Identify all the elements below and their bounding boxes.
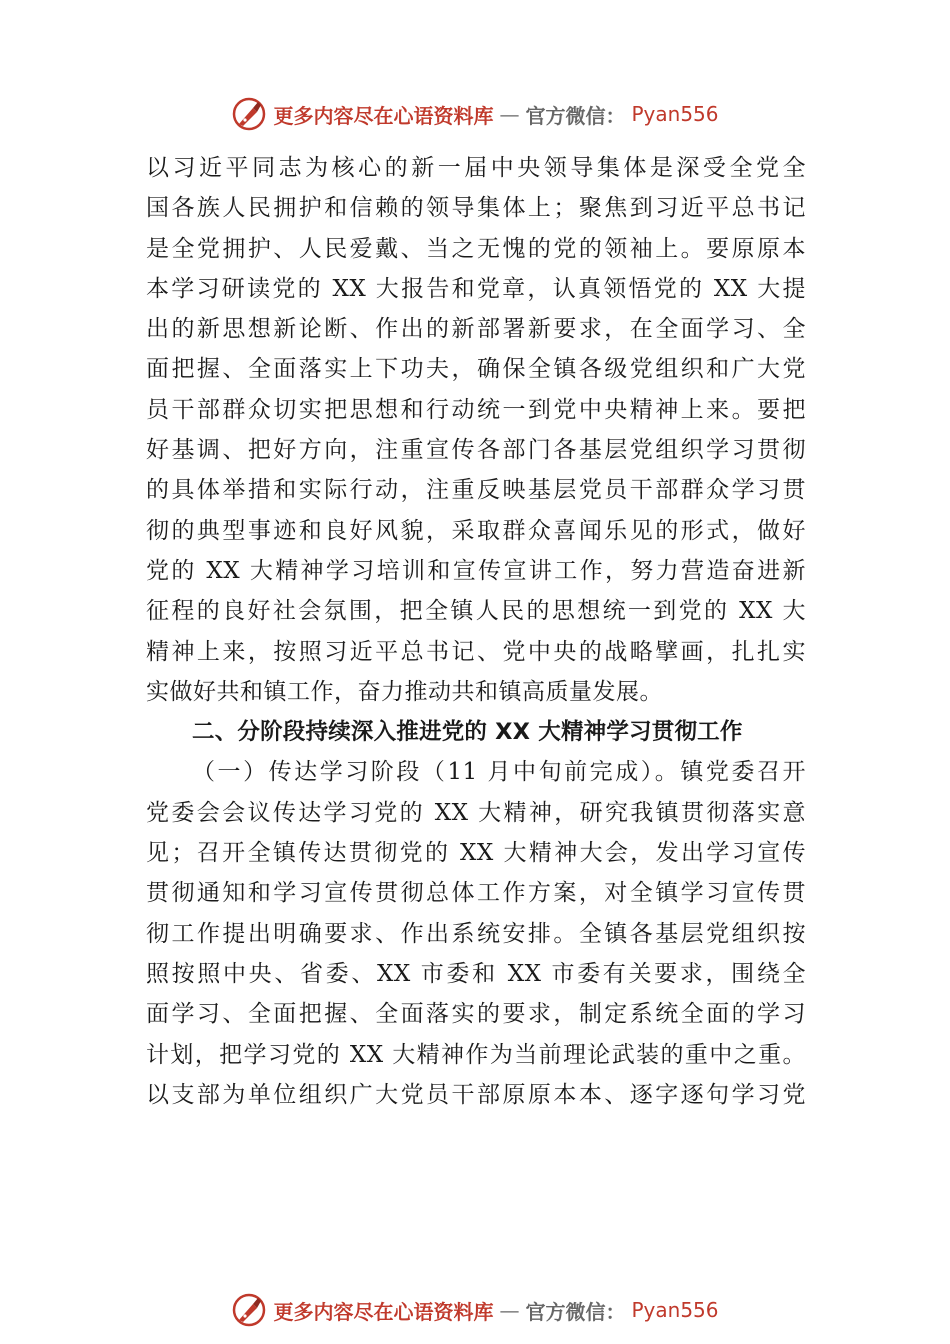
header-banner — [0, 94, 950, 134]
body-line: 见；召开全镇传达贯彻党的 XX 大精神大会，发出学习宣传 — [146, 840, 806, 867]
body-line: 实做好共和镇工作，奋力推动共和镇高质量发展。 — [146, 678, 663, 705]
header-banner-official: 官方微信： — [525, 103, 626, 128]
body-line: 出的新思想新论断、作出的新部署新要求，在全面学习、全 — [146, 316, 806, 343]
footer-banner-official: 官方微信： — [525, 1299, 626, 1324]
footer-banner-dash: — — [499, 1298, 520, 1322]
body-line: 面把握、全面落实上下功夫，确保全镇各级党组织和广大党 — [146, 356, 806, 383]
body-line: 彻工作提出明确要求、作出系统安排。全镇各基层党组织按 — [146, 920, 806, 947]
body-line: 面学习、全面把握、全面落实的要求，制定系统全面的学习 — [146, 1001, 806, 1028]
body-line: 以支部为单位组织广大党员干部原原本本、逐字逐句学习党 — [146, 1081, 806, 1108]
header-banner-id: Pyan556 — [631, 102, 719, 126]
footer-banner-main: 更多内容尽在心语资料库 — [273, 1299, 494, 1324]
body-line: 以习近平同志为核心的新一届中央领导集体是深受全党全 — [146, 155, 806, 181]
body-line: 是全党拥护、人民爱戴、当之无愧的党的领袖上。要原原本 — [146, 235, 806, 262]
header-banner-main: 更多内容尽在心语资料库 — [273, 103, 494, 128]
body-line: 好基调、把好方向，注重宣传各部门各基层党组织学习贯彻 — [146, 437, 806, 464]
body-line: 本学习研读党的 XX 大报告和党章，认真领悟党的 XX 大提 — [146, 275, 806, 302]
footer-banner-id: Pyan556 — [631, 1298, 719, 1322]
body-line: 党的 XX 大精神学习培训和宣传宣讲工作，努力营造奋进新 — [146, 557, 806, 584]
fountain-pen-logo-icon — [231, 96, 267, 132]
body-line: 党委会会议传达学习党的 XX 大精神，研究我镇贯彻落实意 — [146, 799, 806, 826]
body-line: 征程的良好社会氛围，把全镇人民的思想统一到党的 XX 大 — [146, 598, 806, 625]
document-body — [146, 148, 806, 1115]
body-line: 国各族人民拥护和信赖的领导集体上；聚焦到习近平总书记 — [146, 195, 806, 222]
body-line: （一）传达学习阶段（11 月中旬前完成）。镇党委召开 — [192, 759, 806, 786]
header-banner-dash: — — [499, 102, 520, 126]
footer-banner — [0, 1290, 950, 1330]
body-line: 计划，把学习党的 XX 大精神作为当前理论武装的重中之重。 — [146, 1041, 806, 1068]
body-line: 贯彻通知和学习宣传贯彻总体工作方案，对全镇学习宣传贯 — [146, 880, 806, 907]
body-line: 的具体举措和实际行动，注重反映基层党员干部群众学习贯 — [146, 477, 806, 504]
body-line: 彻的典型事迹和良好风貌，采取群众喜闻乐见的形式，做好 — [146, 517, 806, 544]
section-heading: 二、分阶段持续深入推进党的 XX 大精神学习贯彻工作 — [192, 719, 743, 746]
body-line: 员干部群众切实把思想和行动统一到党中央精神上来。要把 — [146, 396, 806, 423]
fountain-pen-logo-icon — [231, 1292, 267, 1328]
body-line: 照按照中央、省委、XX 市委和 XX 市委有关要求，围绕全 — [146, 960, 806, 987]
body-line: 精神上来，按照习近平总书记、党中央的战略擘画，扎扎实 — [146, 638, 806, 665]
